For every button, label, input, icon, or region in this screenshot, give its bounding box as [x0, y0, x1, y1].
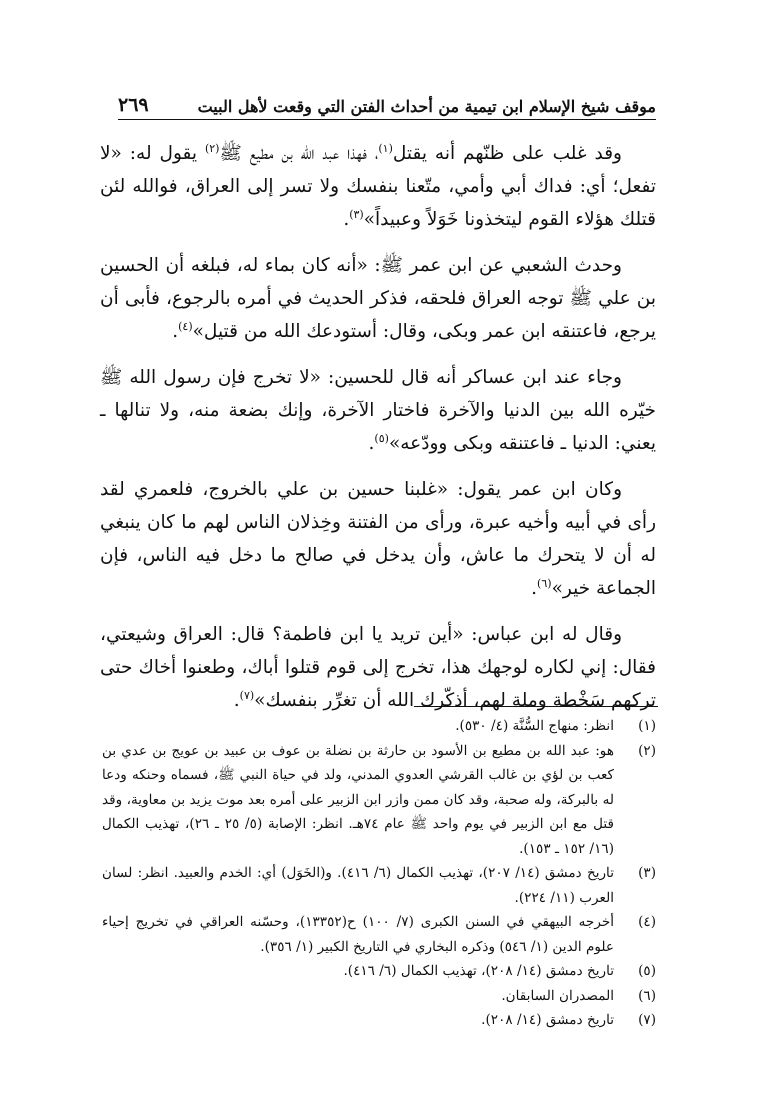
footnote-number: (٤) [638, 914, 656, 930]
footnote-number: (٧) [638, 1012, 656, 1028]
footnote-text: المصدران السابقان. [501, 987, 614, 1004]
paragraph [100, 249, 656, 348]
text-span: ، فهذا عبد الله بن مطيع ﷺ [219, 143, 379, 164]
footnote-text: تاريخ دمشق (١٤/ ٢٠٨)، تهذيب الكمال (٦/ ٤١٦). [343, 963, 614, 979]
footnote-ref: (٤) [178, 319, 193, 333]
footnote-number: (١) [638, 718, 656, 734]
footnote [102, 910, 656, 959]
footnote [102, 739, 656, 862]
text-span: يقول له: «لا تفعل؛ أي: فداك أبي وأمي، متّعنا بنفسك ولا تسر إلى العراق، فوالله لئن قتلك هؤلاء القوم ليتخذونا خَوَلاً وعبيداً» [100, 143, 656, 230]
footnote-text: هو: عبد الله بن مطيع بن الأسود بن حارثة بن نضلة بن عوف بن عبيد بن عويج بن عدي بن كعب بن لؤي بن غالب القرشي العدوي المدني، ولد في حياة النبي ﷺ، فسماه وحنكه ودعا له بالبركة، وله صحبة، وقد كان ممن وازر ابن الزبير على أمره بعد موت يزيد بن معاوية، وقد قتل مع ابن الزبير في يوم واحد ﷺ عام ٧٤هـ. انظر: الإصابة (٥/ ٢٥ ـ ٢٦)، تهذيب الكمال (١٦/ ١٥٢ ـ ١٥٣). [102, 742, 614, 857]
footnote-ref: (٥) [374, 431, 389, 445]
running-title: موقف شيخ الإسلام ابن تيمية من أحداث الفتن التي وقعت لأهل البيت [197, 97, 656, 116]
footnote [102, 1008, 656, 1033]
text-span: . [368, 433, 375, 454]
text-span: وقد غلب على ظنّهم أنه يقتل [392, 143, 622, 164]
footnote-text: تاريخ دمشق (١٤/ ٢٠٨). [481, 1012, 614, 1028]
text-span: وجاء عند ابن عساكر أنه قال للحسين: «لا تخرج فإن رسول الله ﷺ خيّره الله بين الدنيا والآخرة فاختار الآخرة، وإنك بضعة منه، ولا تنالها ـ يعني: الدنيا ـ فاعتنقه وبكى وودّعه» [100, 367, 656, 454]
running-header [118, 86, 656, 120]
paragraph [100, 618, 656, 717]
footnote-text: تاريخ دمشق (١٤/ ٢٠٧)، تهذيب الكمال (٦/ ٤١٦). و(الخَوَل) أي: الخدم والعبيد. انظر: لسان العرب (١١/ ٢٢٤). [102, 865, 614, 906]
footnote-text: أخرجه البيهقي في السنن الكبرى (٧/ ١٠٠) ح(١٣٣٥٢)، وحسّنه العراقي في تخريج إحياء علوم الدين (١/ ٥٤٦) وذكره البخاري في التاريخ الكبير (١/ ٣٥٦). [102, 914, 615, 955]
paragraph [100, 361, 656, 460]
text-span: وحدث الشعبي عن ابن عمر ﷺ: «أنه كان بماء له، فبلغه أن الحسين بن علي ﷺ توجه العراق فلحقه، فذكر الحديث في أمره بالرجوع، فأبى أن يرجع، فاعتنقه ابن عمر وبكى، وقال: أستودعك الله من قتيل» [100, 255, 656, 342]
footnote [102, 861, 656, 910]
footnote-ref: (٣) [349, 207, 364, 221]
footnote-number: (٢) [638, 742, 656, 759]
footnote-ref: (٦) [537, 576, 552, 590]
footnote [102, 984, 656, 1009]
footnote-number: (٦) [638, 987, 656, 1004]
footnote-number: (٥) [638, 963, 656, 979]
text-span: وقال له ابن عباس: «أين تريد يا ابن فاطمة؟ قال: العراق وشيعتي، فقال: إني لكاره لوجهك هذا، تخرج إلى قوم قتلوا أباك، وطعنوا أخاك حتى تركهم سَخْطة وملة لهم، أذكّرك الله أن تغرِّر بنفسك» [100, 624, 656, 711]
main-text [100, 137, 656, 717]
text-span: . [531, 578, 538, 599]
footnote-ref: (٧) [239, 688, 255, 702]
footnote-separator [414, 706, 658, 707]
text-span: . [343, 209, 350, 230]
text-span: . [172, 321, 179, 342]
footnote-number: (٣) [638, 865, 656, 881]
footnote-text: انظر: منهاج السُّنَّة (٤/ ٥٣٠). [455, 718, 614, 734]
footnote [102, 959, 656, 984]
text-span: وكان ابن عمر يقول: «غلبنا حسين بن علي بالخروج، فلعمري لقد رأى في أبيه وأخيه عبرة، ورأى من الفتنة وخِذلان الناس لهم ما كان ينبغي له أن لا يتحرك ما عاش، وأن يدخل في صالح ما دخل فيه الناس، فإن الجماعة خير» [100, 479, 656, 599]
page-number: ٢٦٩ [118, 94, 149, 116]
paragraph [100, 137, 656, 236]
footnotes [102, 714, 656, 1033]
paragraph [100, 473, 656, 605]
footnote-ref: (١) [378, 141, 393, 155]
footnote [102, 714, 656, 739]
footnote-ref: (٢) [204, 141, 220, 155]
text-span: . [233, 690, 240, 711]
